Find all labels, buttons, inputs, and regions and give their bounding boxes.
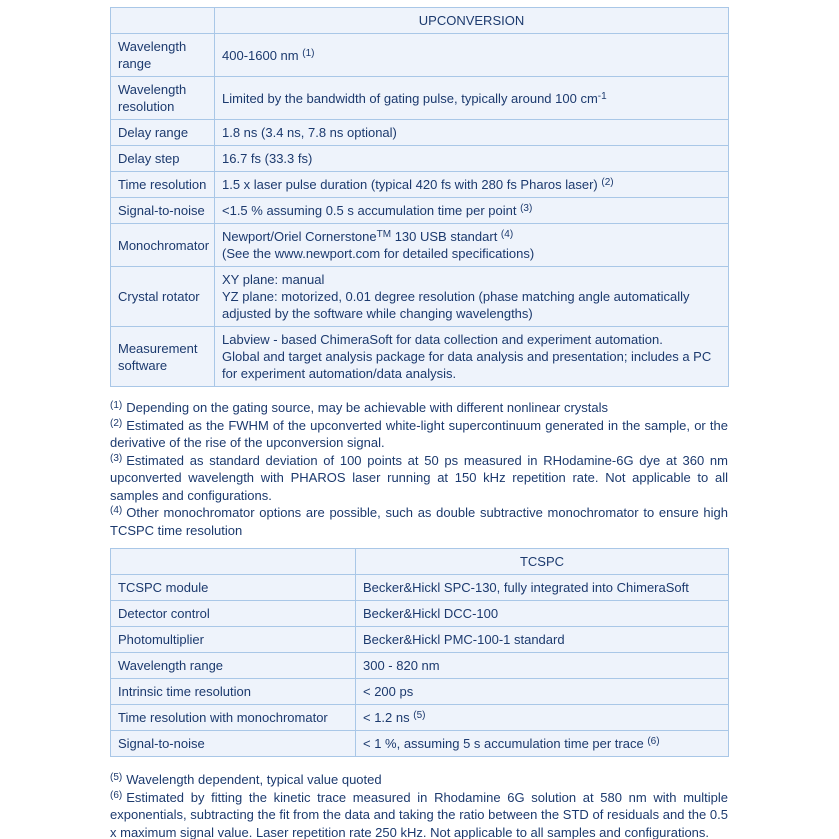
spec-label-cell: Monochromator <box>111 224 215 267</box>
spec-label-cell: Measurement software <box>111 327 215 387</box>
superscript-note: (1) <box>302 47 315 59</box>
empty-header-cell <box>111 8 215 34</box>
header-row <box>111 549 729 575</box>
superscript-note: (5) <box>413 710 426 721</box>
tcspc-table-body <box>111 575 729 757</box>
spec-label-cell: Time resolution with monochromator <box>111 705 356 731</box>
spec-value-cell <box>215 120 729 146</box>
spec-label-cell: Photomultiplier <box>111 627 356 653</box>
footnote-marker: (2) <box>110 417 123 429</box>
tcspc-table-title: TCSPC <box>356 549 729 575</box>
upconversion-table-body <box>111 34 729 387</box>
spec-row <box>111 601 729 627</box>
spec-value-text: 1.8 ns (3.4 ns, 7.8 ns optional) <box>222 125 397 140</box>
footnote-text: Wavelength dependent, typical value quoted <box>126 772 382 787</box>
upconversion-spec-table <box>110 7 729 387</box>
spec-value-line <box>222 90 721 107</box>
footnote <box>110 417 728 452</box>
spec-value-cell <box>356 627 729 653</box>
footnote-marker: (3) <box>110 452 123 464</box>
tcspc-table-header <box>111 549 729 575</box>
spec-value-cell <box>356 705 729 731</box>
tcspc-spec-table <box>110 548 729 757</box>
spec-value-cell <box>356 679 729 705</box>
spec-row <box>111 198 729 224</box>
spec-label-cell: Signal-to-noise <box>111 198 215 224</box>
spec-row <box>111 327 729 387</box>
spec-value-cell <box>215 34 729 77</box>
spec-value-text: Global and target analysis package for data analysis and presentation; includes a PC for experiment automation/data analysis. <box>222 349 712 381</box>
spec-label-cell: Delay step <box>111 146 215 172</box>
spec-value-text: YZ plane: motorized, 0.01 degree resolution (phase matching angle automatically adjusted by the software while changing wavelengths) <box>222 289 690 321</box>
footnote-text: Depending on the gating source, may be achievable with different nonlinear crystals <box>126 400 609 415</box>
spec-row <box>111 146 729 172</box>
spec-value-cell <box>215 267 729 327</box>
spec-value-text: < 1 %, assuming 5 s accumulation time per trace <box>363 736 648 751</box>
spec-value-line <box>222 47 721 64</box>
footnote-marker: (4) <box>110 505 123 516</box>
footnote <box>110 504 728 539</box>
upconversion-table-title: UPCONVERSION <box>215 8 729 34</box>
spec-value-line <box>222 348 721 382</box>
spec-value-cell <box>215 224 729 267</box>
spec-value-text: Becker&Hickl DCC-100 <box>363 606 499 621</box>
spec-label-cell: Intrinsic time resolution <box>111 679 356 705</box>
spec-value-cell <box>215 146 729 172</box>
spec-row <box>111 77 729 120</box>
upconversion-footnotes <box>110 399 728 539</box>
spec-value-text: Becker&Hickl PMC-100-1 standard <box>363 632 565 647</box>
spec-value-line <box>222 150 721 167</box>
spec-value-text: 1.5 x laser pulse duration (typical 420 fs with 280 fs Pharos laser) <box>222 177 602 192</box>
spec-row <box>111 731 729 757</box>
spec-value-cell <box>215 77 729 120</box>
superscript-note: -1 <box>597 90 607 102</box>
spec-label-cell: TCSPC module <box>111 575 356 601</box>
spec-label-cell: Time resolution <box>111 172 215 198</box>
footnote <box>110 452 728 505</box>
upconversion-table-header <box>111 8 729 34</box>
spec-value-line <box>222 271 721 288</box>
spec-value-line <box>222 176 721 193</box>
spec-row <box>111 627 729 653</box>
spec-value-text: 130 USB standart <box>391 229 501 244</box>
spec-row <box>111 224 729 267</box>
spec-row <box>111 653 729 679</box>
spec-row <box>111 34 729 77</box>
spec-row <box>111 705 729 731</box>
spec-document <box>110 7 728 839</box>
footnote-text: Estimated as standard deviation of 100 points at 50 ps measured in RHodamine-6G dye at 360 nm upconverted wavelength with PHAROS laser running at 150 kHz repetition rate. Not applicable to all samples and configurations. <box>110 452 728 503</box>
spec-label-cell: Crystal rotator <box>111 267 215 327</box>
spec-value-text: < 200 ps <box>363 684 414 699</box>
spec-value-line <box>363 605 721 622</box>
spec-value-text: Becker&Hickl SPC-130, fully integrated into ChimeraSoft <box>363 580 689 595</box>
spec-row <box>111 679 729 705</box>
spec-label-cell: Wavelength resolution <box>111 77 215 120</box>
footnote <box>110 771 728 789</box>
spec-value-line <box>363 683 721 700</box>
spec-value-text: 16.7 fs (33.3 fs) <box>222 151 313 166</box>
spec-value-text: <1.5 % assuming 0.5 s accumulation time per point <box>222 203 521 218</box>
footnote-marker: (1) <box>110 400 123 411</box>
superscript-note: (6) <box>647 736 660 747</box>
footnote <box>110 399 728 417</box>
spec-value-line <box>222 245 721 262</box>
spec-label-cell: Detector control <box>111 601 356 627</box>
spec-value-cell <box>215 327 729 387</box>
spec-value-line <box>222 124 721 141</box>
spec-value-line <box>363 657 721 674</box>
spec-label-cell: Wavelength range <box>111 653 356 679</box>
spec-value-cell <box>356 653 729 679</box>
spec-value-cell <box>215 172 729 198</box>
tcspc-footnotes <box>110 771 728 839</box>
spec-value-line <box>222 288 721 322</box>
spec-value-cell <box>356 601 729 627</box>
footnote <box>110 789 728 839</box>
footnote-text: Estimated as the FWHM of the upconverted white-light supercontinuum generated in the sample, or the derivative of the rise of the upconversion signal. <box>110 417 728 450</box>
spec-value-text: (See the www.newport.com for detailed specifications) <box>222 246 535 261</box>
superscript-note: (3) <box>520 203 533 214</box>
spec-value-cell <box>215 198 729 224</box>
spec-row <box>111 120 729 146</box>
spec-value-line <box>363 735 721 752</box>
spec-label-cell: Delay range <box>111 120 215 146</box>
spec-row <box>111 575 729 601</box>
spec-value-text: 300 - 820 nm <box>363 658 440 673</box>
empty-header-cell <box>111 549 356 575</box>
spec-value-text: Newport/Oriel Cornerstone <box>222 229 377 244</box>
spec-value-line <box>222 228 721 245</box>
spec-label-cell: Wavelength range <box>111 34 215 77</box>
spec-value-text: < 1.2 ns <box>363 710 414 725</box>
spec-value-text: Limited by the bandwidth of gating pulse, typically around 100 cm <box>222 90 598 106</box>
footnote-marker: (5) <box>110 772 123 783</box>
spec-value-line <box>222 331 721 348</box>
spec-value-cell <box>356 575 729 601</box>
spec-row <box>111 172 729 198</box>
spec-value-text: 400-1600 nm <box>222 47 303 63</box>
spec-value-line <box>363 579 721 596</box>
spec-value-text: XY plane: manual <box>222 272 325 287</box>
superscript-note: (2) <box>601 177 614 188</box>
superscript-note: TM <box>376 229 392 240</box>
spec-value-line <box>363 631 721 648</box>
spec-value-text: Labview - based ChimeraSoft for data collection and experiment automation. <box>222 332 663 347</box>
footnote-text: Other monochromator options are possible, such as double subtractive monochromator to ensure high TCSPC time resolution <box>110 505 728 538</box>
spec-value-cell <box>356 731 729 757</box>
spec-value-line <box>222 202 721 219</box>
spec-row <box>111 267 729 327</box>
header-row <box>111 8 729 34</box>
spec-label-cell: Signal-to-noise <box>111 731 356 757</box>
superscript-note: (4) <box>500 229 514 240</box>
footnote-marker: (6) <box>110 789 123 801</box>
spec-value-line <box>363 709 721 726</box>
footnote-text: Estimated by fitting the kinetic trace measured in Rhodamine 6G solution at 580 nm with multiple exponentials, subtracting the fit from the data and taking the ratio between the STD of residuals and the 0.5 x maximum signal value. Laser repetition rate 250 kHz. Not applicable to all samples and configurations. <box>110 789 728 839</box>
